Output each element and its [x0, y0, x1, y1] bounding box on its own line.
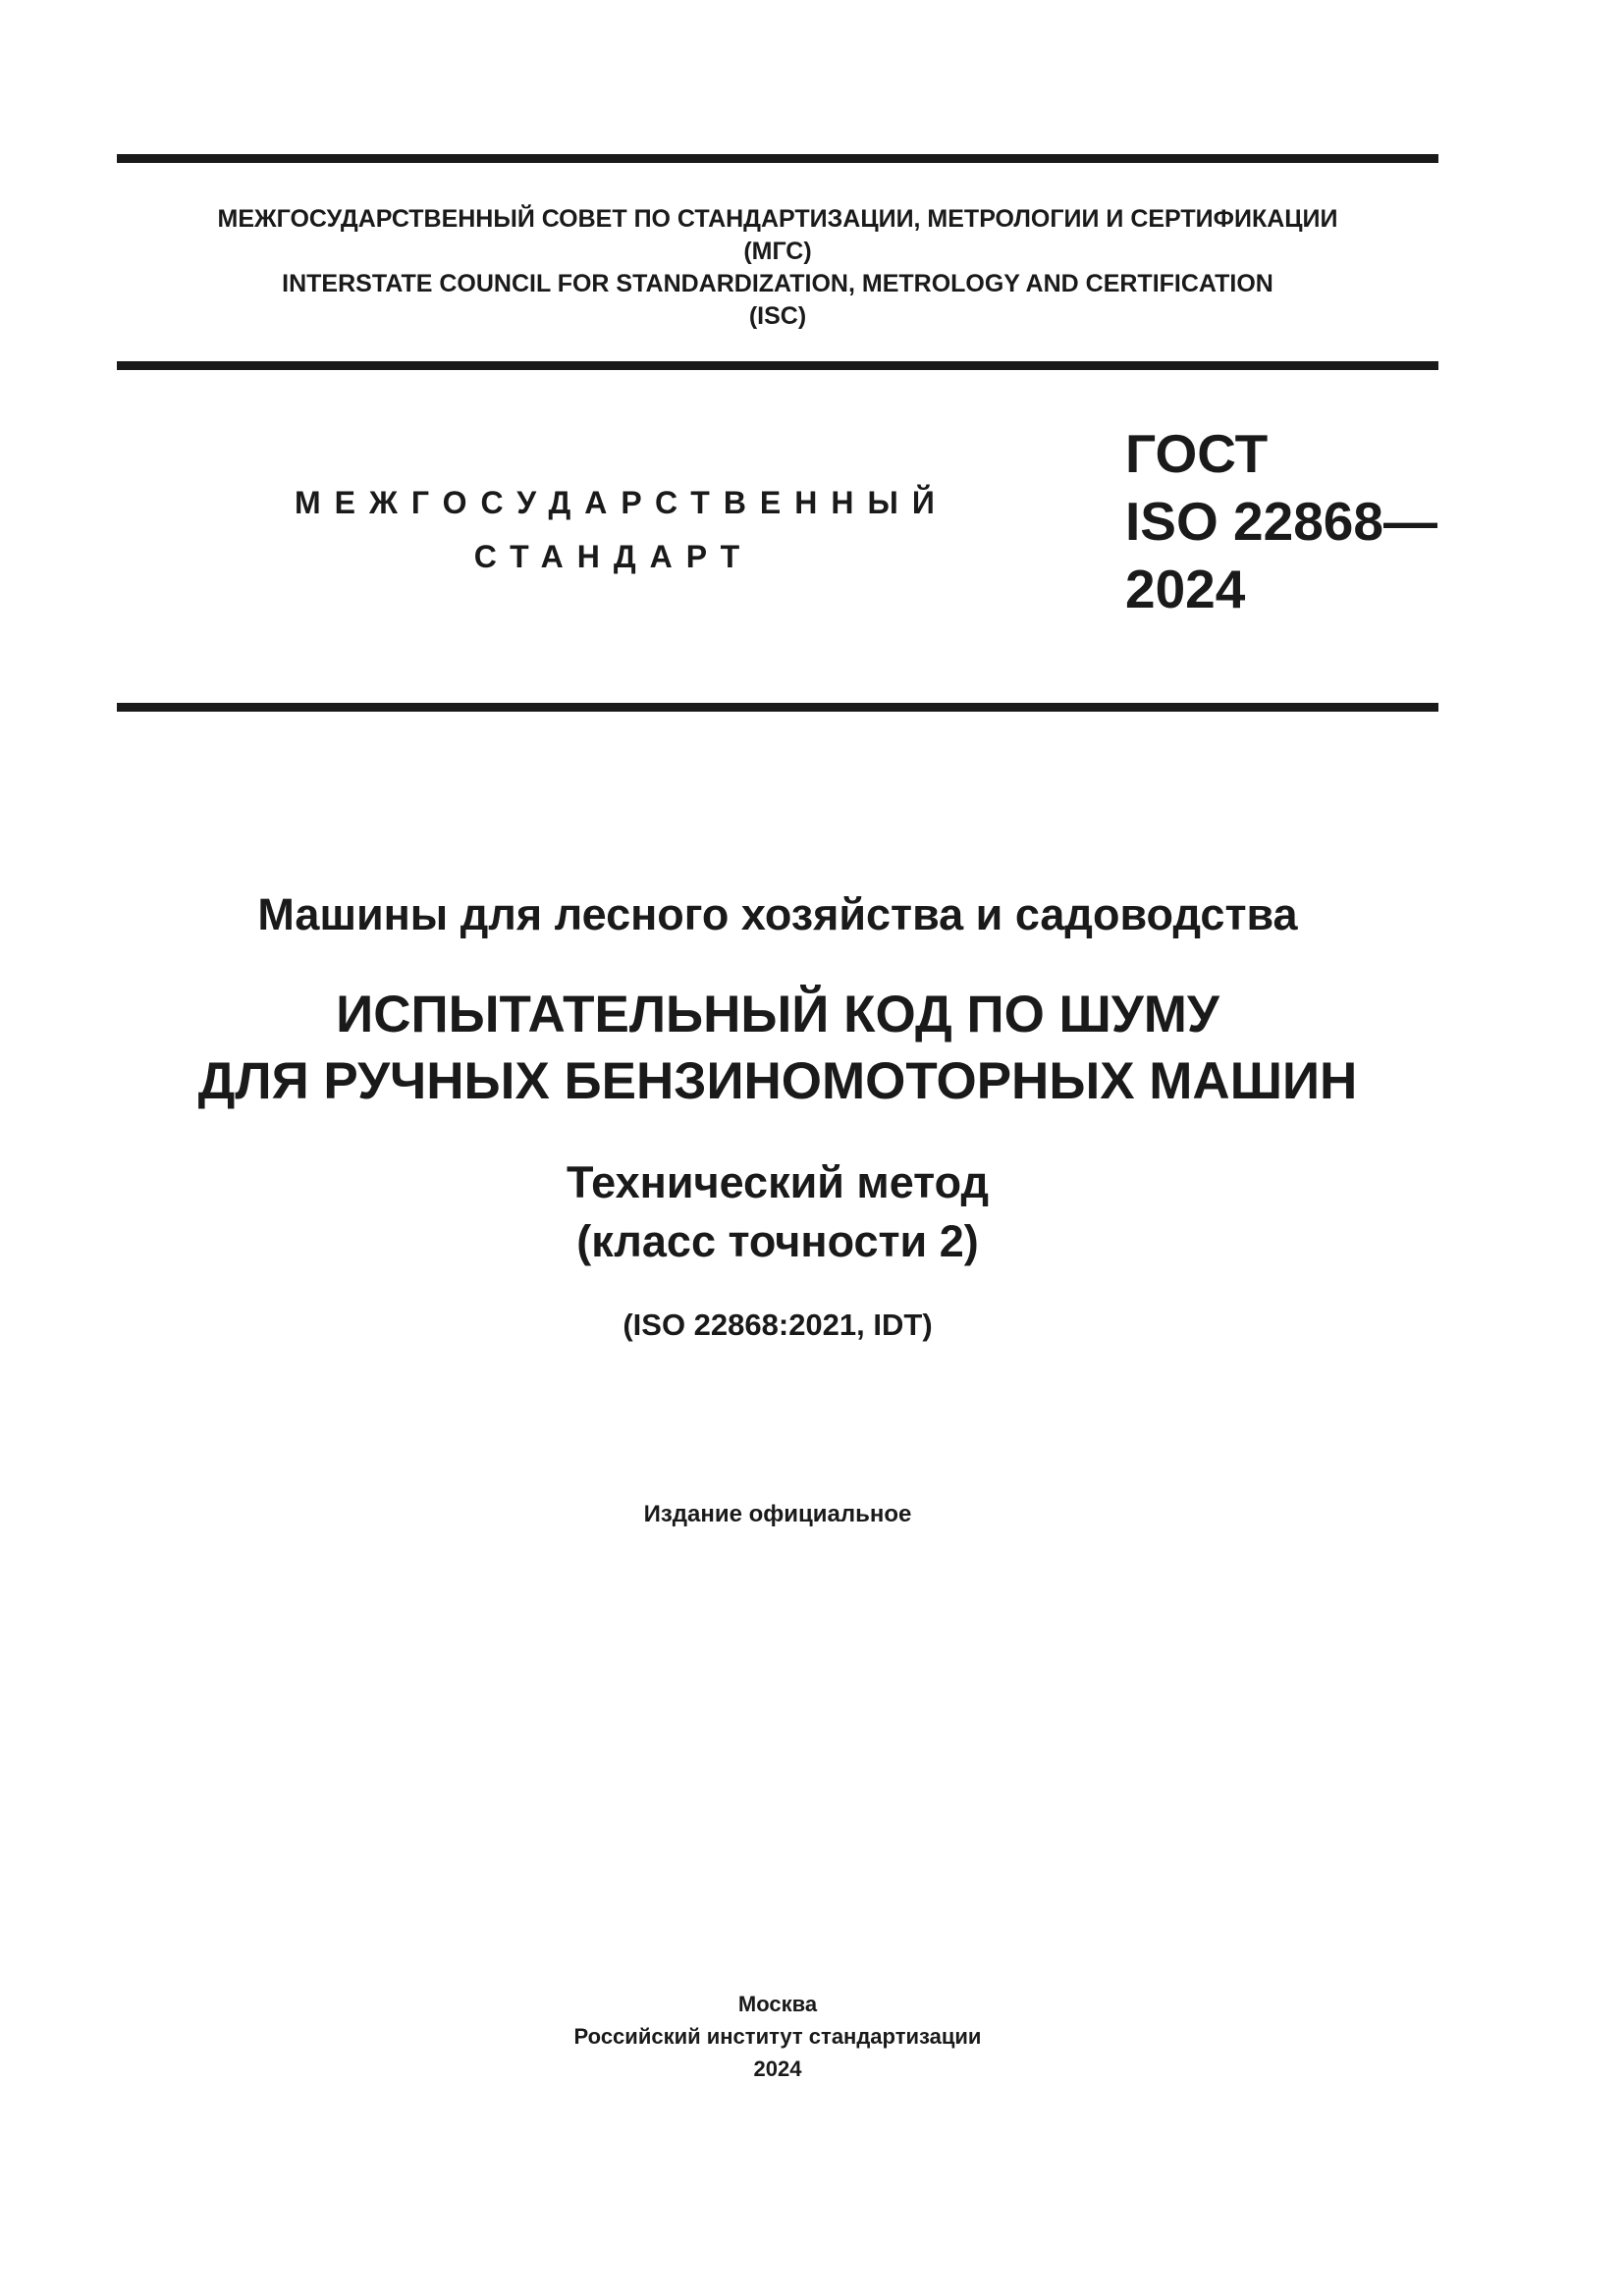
council-header [117, 203, 1438, 333]
iso-reference: (ISO 22868:2021, IDT) [623, 1308, 933, 1342]
imprint [117, 1988, 1438, 2085]
standard-designation [1125, 420, 1437, 623]
council-name-ru: МЕЖГОСУДАРСТВЕННЫЙ СОВЕТ ПО СТАНДАРТИЗАЦИИ, МЕТРОЛОГИИ И СЕРТИФИКАЦИИ [217, 205, 1338, 233]
document-subject: Машины для лесного хозяйства и садоводства [257, 889, 1298, 939]
edition-note: Издание официальное [643, 1501, 912, 1527]
method-line1: Технический метод [566, 1157, 990, 1207]
document-title [117, 982, 1438, 1115]
document-method [117, 1153, 1438, 1271]
council-abbr-ru: (МГС) [743, 238, 812, 265]
imprint-year: 2024 [753, 2056, 802, 2081]
designation-line3: 2024 [1125, 559, 1246, 619]
standard-kind [295, 476, 948, 584]
imprint-publisher: Российский институт стандартизации [573, 2024, 982, 2049]
designation-line2: ISO 22868— [1125, 491, 1437, 552]
council-name-en: INTERSTATE COUNCIL FOR STANDARDIZATION, METROLOGY AND CERTIFICATION [282, 270, 1273, 297]
standard-kind-line2: СТАНДАРТ [473, 539, 754, 574]
council-abbr-en: (ISC) [748, 302, 807, 330]
imprint-city: Москва [737, 1992, 818, 2016]
standard-kind-line1: МЕЖГОСУДАРСТВЕННЫЙ [295, 485, 948, 520]
bottom-divider [117, 703, 1438, 712]
document-title-line2: ДЛЯ РУЧНЫХ БЕНЗИНОМОТОРНЫХ МАШИН [197, 1052, 1358, 1110]
middle-divider [117, 361, 1438, 370]
method-line2: (класс точности 2) [576, 1216, 979, 1266]
designation-line1: ГОСТ [1125, 423, 1269, 484]
top-divider [117, 154, 1438, 163]
document-title-line1: ИСПЫТАТЕЛЬНЫЙ КОД ПО ШУМУ [336, 986, 1219, 1043]
